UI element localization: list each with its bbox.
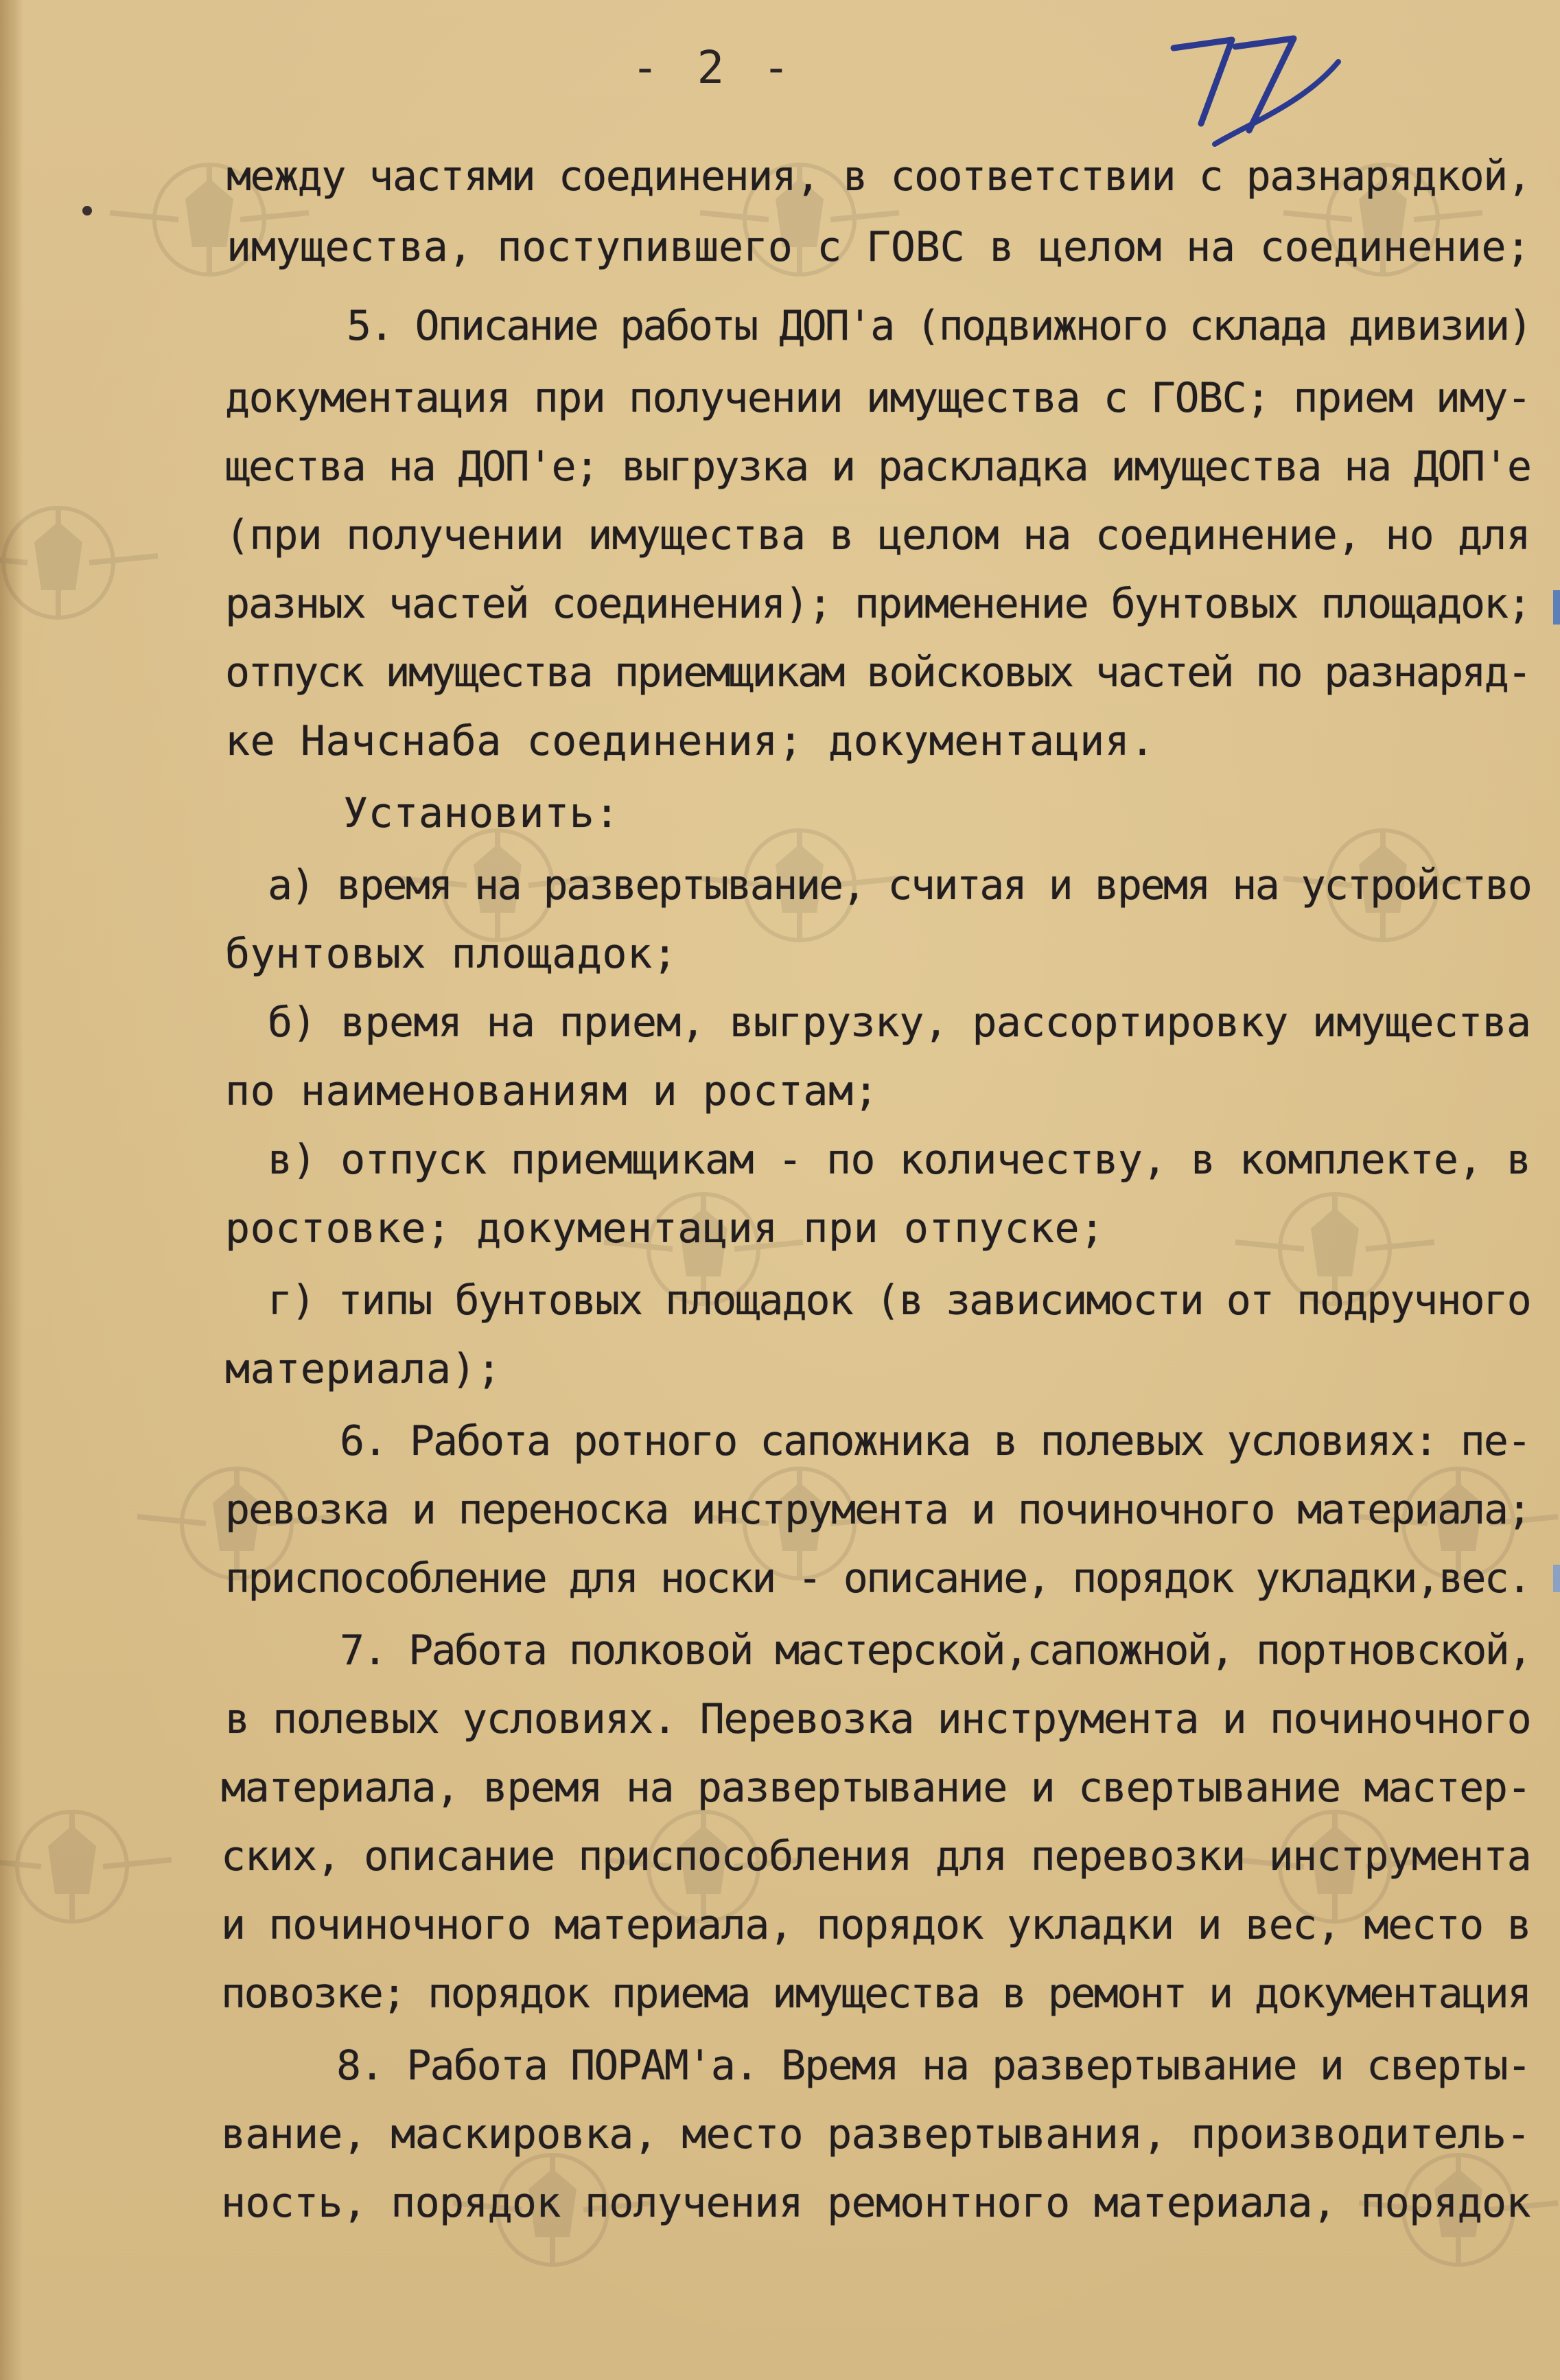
text-line: 6. Работа ротного сапожника в полевых условиях: пе-: [340, 1417, 1530, 1465]
text-line: по наименованиям и ростам;: [225, 1067, 879, 1115]
text-line: ревозка и переноска инструмента и починочного материала;: [225, 1486, 1530, 1534]
text-line: документация при получении имущества с ГОВС; прием иму-: [225, 374, 1531, 422]
text-line: ке Начснаба соединения; документация.: [225, 717, 1156, 765]
text-line: отпуск имущества приемщикам войсковых частей по разнаряд-: [225, 649, 1530, 697]
text-line: приспособление для носки - описание, порядок укладки,вес.: [225, 1554, 1530, 1602]
text-line: материала);: [225, 1345, 502, 1393]
text-line: материала, время на развертывание и свертывание мастер-: [221, 1764, 1531, 1812]
text-line: б) время на прием, выгрузку, рассортировку имущества: [268, 999, 1531, 1047]
text-line: г) типы бунтовых площадок (в зависимости от подручного: [268, 1276, 1530, 1325]
text-line: 5. Описание работы ДОП'а (подвижного склада дивизии): [347, 302, 1531, 350]
text-line: щества на ДОП'е; выгрузка и раскладка имущества на ДОП'е: [225, 443, 1530, 491]
text-line: бунтовых площадок;: [225, 930, 678, 978]
text-line: имущества, поступившего с ГОВС в целом на соединение;: [226, 223, 1531, 271]
text-line: вание, маскировка, место развертывания, производитель-: [221, 2110, 1530, 2158]
text-line: между частями соединения, в соответствии с разнарядкой,: [226, 152, 1531, 200]
text-line: Установить:: [343, 789, 620, 837]
text-line: повозке; порядок приема имущества в ремонт и документация: [221, 1970, 1530, 2018]
text-line: и починочного материала, порядок укладки и вес, место в: [221, 1901, 1531, 1949]
text-line: ских, описание приспособления для перевозки инструмента: [221, 1832, 1531, 1880]
text-line: 7. Работа полковой мастерской,сапожной, портновской,: [340, 1626, 1531, 1675]
text-line: 8. Работа ПОРАМ'а. Время на развертывание и сверты-: [336, 2042, 1530, 2090]
text-line: ростовке; документация при отпуске;: [225, 1204, 1105, 1252]
text-line: в полевых условиях. Перевозка инструмента и починочного: [225, 1695, 1531, 1743]
text-line: разных частей соединения); применение бунтовых площадок;: [225, 580, 1530, 628]
text-line: ность, порядок получения ремонтного материала, порядок: [221, 2179, 1530, 2227]
page-number: - 2 -: [631, 41, 795, 94]
text-line: (при получении имущества в целом на соединение, но для: [225, 511, 1530, 559]
text-line: а) время на развертывание, считая и время на устройство: [268, 861, 1531, 909]
text-line: в) отпуск приемщикам - по количеству, в комплекте, в: [268, 1136, 1531, 1184]
